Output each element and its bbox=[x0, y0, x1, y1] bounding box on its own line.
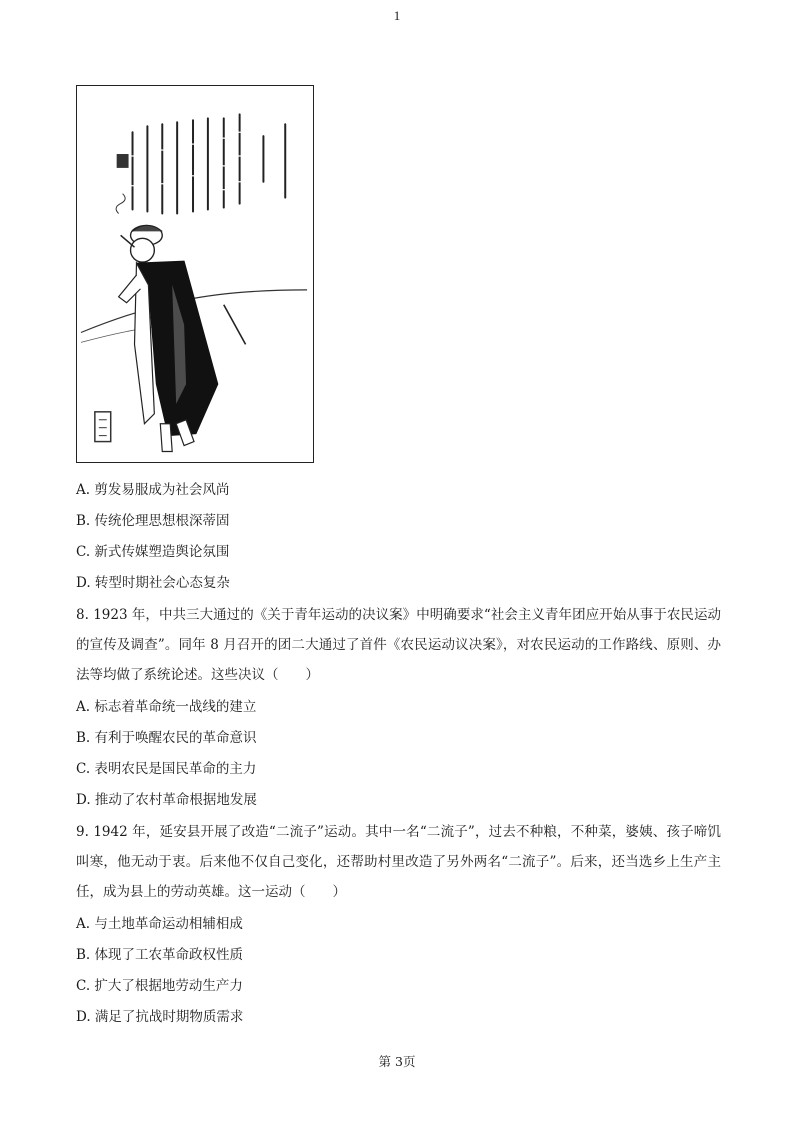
q9-option-b: B. 体现了工农革命政权性质 bbox=[76, 947, 244, 963]
q8-stem: 8. 1923 年，中共三大通过的《关于青年运动的决议案》中明确要求“社会主义青年团应开始从事于农民运动的宣传及调查”。同年 8 月召开的团二大通过了首件《农民运动议决案》，对农民运动的工作路线、原则、办法等均做了系统论述。这些决议（ ） bbox=[76, 607, 721, 683]
cartoon-title bbox=[275, 116, 297, 226]
q7-option-b: B. 传统伦理思想根深蒂固 bbox=[76, 513, 230, 529]
cartoon-subtitle bbox=[253, 130, 275, 190]
q8-option-c: C. 表明农民是国民革命的主力 bbox=[76, 761, 257, 777]
page-footer: 第 3页 bbox=[378, 1054, 416, 1069]
q7-option-c: C. 新式传媒塑造舆论氛围 bbox=[76, 544, 230, 560]
q9-option-a: A. 与土地革命运动相辅相成 bbox=[76, 916, 243, 932]
q8-option-b: B. 有利于唤醒农民的革命意识 bbox=[76, 730, 257, 746]
q7-option-d: D. 转型时期社会心态复杂 bbox=[76, 575, 230, 591]
cartoon-figure bbox=[76, 85, 314, 463]
page-number-top: 1 bbox=[393, 8, 401, 23]
q9-stem: 9. 1942 年，延安县开展了改造“二流子”运动。其中一名“二流子”，过去不种粮，不种菜，婆姨、孩子啼饥叫寒，他无动于衷。后来他不仅自己变化，还帮助村里改造了另外两名“二流子”。后来，还当选乡上生产主任，成为县上的劳动英雄。这一运动（ ） bbox=[76, 824, 721, 900]
q8-option-a: A. 标志着革命统一战线的建立 bbox=[76, 699, 257, 715]
q9-option-d: D. 满足了抗战时期物质需求 bbox=[76, 1009, 244, 1025]
q7-option-a: A. 剪发易服成为社会风尚 bbox=[76, 482, 230, 498]
q9-option-c: C. 扩大了根据地劳动生产力 bbox=[76, 978, 243, 994]
q8-option-d: D. 推动了农村革命根据地发展 bbox=[76, 792, 257, 808]
